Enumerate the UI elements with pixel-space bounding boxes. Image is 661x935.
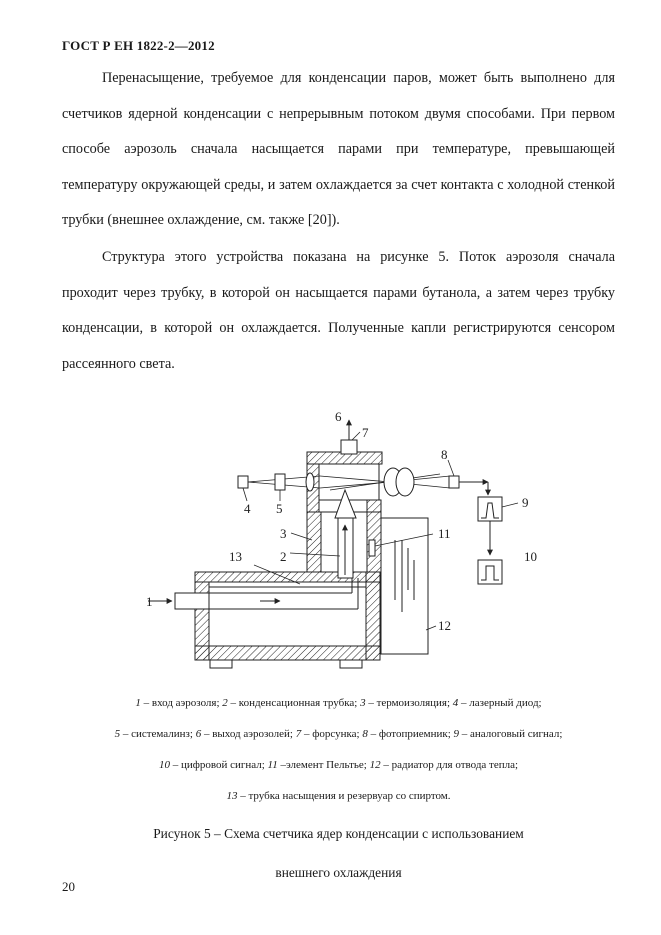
label-12: 12: [438, 618, 451, 633]
figure-caption: [62, 814, 615, 892]
diagram-svg: [140, 400, 560, 680]
label-10: 10: [524, 549, 537, 564]
label-3: 3: [280, 526, 287, 541]
legend-line-4: 13 – трубка насыщения и резервуар со спиртом.: [226, 790, 451, 802]
condensation-tube: [335, 490, 358, 609]
label-7: 7: [362, 425, 369, 440]
lens-system: [275, 474, 285, 490]
page-number: 20: [62, 879, 75, 894]
figure-legend: [62, 688, 615, 812]
laser-diode: [238, 476, 248, 488]
document-header: ГОСТ Р ЕН 1822-2—2012: [62, 38, 215, 53]
label-4: 4: [244, 501, 251, 516]
label-1: 1: [146, 594, 153, 609]
label-2: 2: [280, 549, 287, 564]
paragraph-1: Перенасыщение, требуемое для конденсации паров, может быть выполнено для счетчиков ядерной конденсации с непрерывным потоком двумя способами. При первом способе аэрозоль сначала насыщается парами при температуре, превышающей температуру окружающей среды, и затем охлаждается за счет контакта с холодной стенкой трубки (внешнее охлаждение, см. также [20]).: [62, 70, 615, 228]
caption-line-1: Рисунок 5 – Схема счетчика ядер конденсации с использованием: [153, 826, 524, 841]
radiator: [381, 518, 428, 654]
photodetector: [449, 476, 459, 488]
figure-condensation-counter-diagram: [140, 400, 560, 680]
label-5: 5: [276, 501, 283, 516]
label-6: 6: [335, 409, 342, 424]
peltier-element: [369, 540, 375, 556]
label-8: 8: [441, 447, 448, 462]
paragraph-2: Структура этого устройства показана на рисунке 5. Поток аэрозоля сначала проходит через трубку, в которой он насыщается парами бутанола, а затем через трубку конденсации, в которой он охлаждается. Полученные капли регистрируются сенсором рассеянного света.: [62, 249, 615, 372]
analog-signal-box: [478, 497, 502, 521]
label-9: 9: [522, 495, 529, 510]
legend-line-3: 10 – цифровой сигнал; 11 –элемент Пельтье; 12 – радиатор для отвода тепла;: [158, 759, 519, 771]
legend-line-1: 1 – вход аэрозоля; 2 – конденсационная трубка; 3 – термоизоляция; 4 – лазерный диод;: [135, 697, 542, 709]
saturator-inner: [209, 587, 366, 646]
legend-line-2: 5 – системалинз; 6 – выход аэрозолей; 7 – форсунка; 8 – фотоприемник; 9 – аналоговый сигнал;: [114, 728, 563, 740]
caption-line-2: внешнего охлаждения: [275, 865, 402, 880]
label-11: 11: [438, 526, 451, 541]
label-13: 13: [229, 549, 242, 564]
